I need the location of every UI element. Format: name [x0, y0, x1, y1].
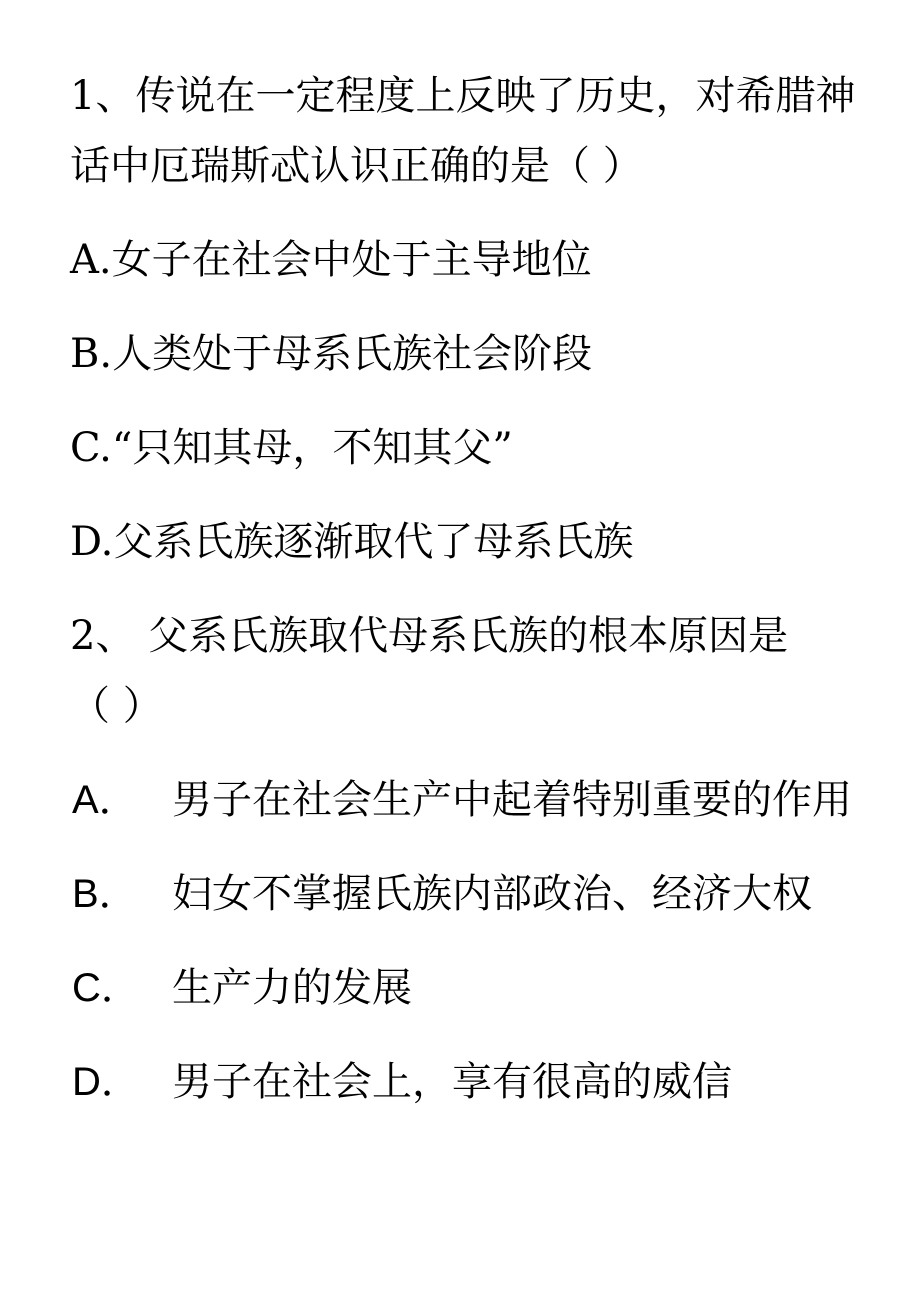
question-1-option-a: A.女子在社会中处于主导地位: [70, 237, 592, 283]
option-text: 妇女不掌握氏族内部政治、经济大权: [172, 871, 812, 917]
option-text: 生产力的发展: [172, 965, 412, 1011]
option-text: 男子在社会生产中起着特别重要的作用: [172, 777, 852, 823]
question-2-stem-line-2: （ ）: [70, 683, 163, 729]
option-text: 男子在社会上，享有很高的威信: [172, 1059, 732, 1105]
option-letter: D．: [72, 1060, 141, 1104]
option-letter: B．: [72, 872, 139, 916]
question-1-option-c: C.“只知其母，不知其父”: [70, 425, 513, 471]
option-letter: C．: [72, 966, 141, 1010]
question-1-stem-line-1: 1、传说在一定程度上反映了历史，对希腊神: [70, 73, 856, 119]
question-1-option-d: D.父系氏族逐渐取代了母系氏族: [70, 519, 634, 565]
question-2-option-d: [72, 1058, 732, 1106]
option-letter: A．: [72, 778, 139, 822]
question-2-option-b: [72, 870, 812, 918]
question-2-option-a: [72, 776, 852, 824]
question-2-stem-line-1: 2、 父系氏族取代母系氏族的根本原因是: [70, 613, 789, 659]
question-2-option-c: [72, 964, 412, 1012]
question-1-option-b: B.人类处于母系氏族社会阶段: [70, 331, 593, 377]
question-1-stem-line-2: 话中厄瑞斯忒认识正确的是（ ）: [70, 143, 643, 189]
